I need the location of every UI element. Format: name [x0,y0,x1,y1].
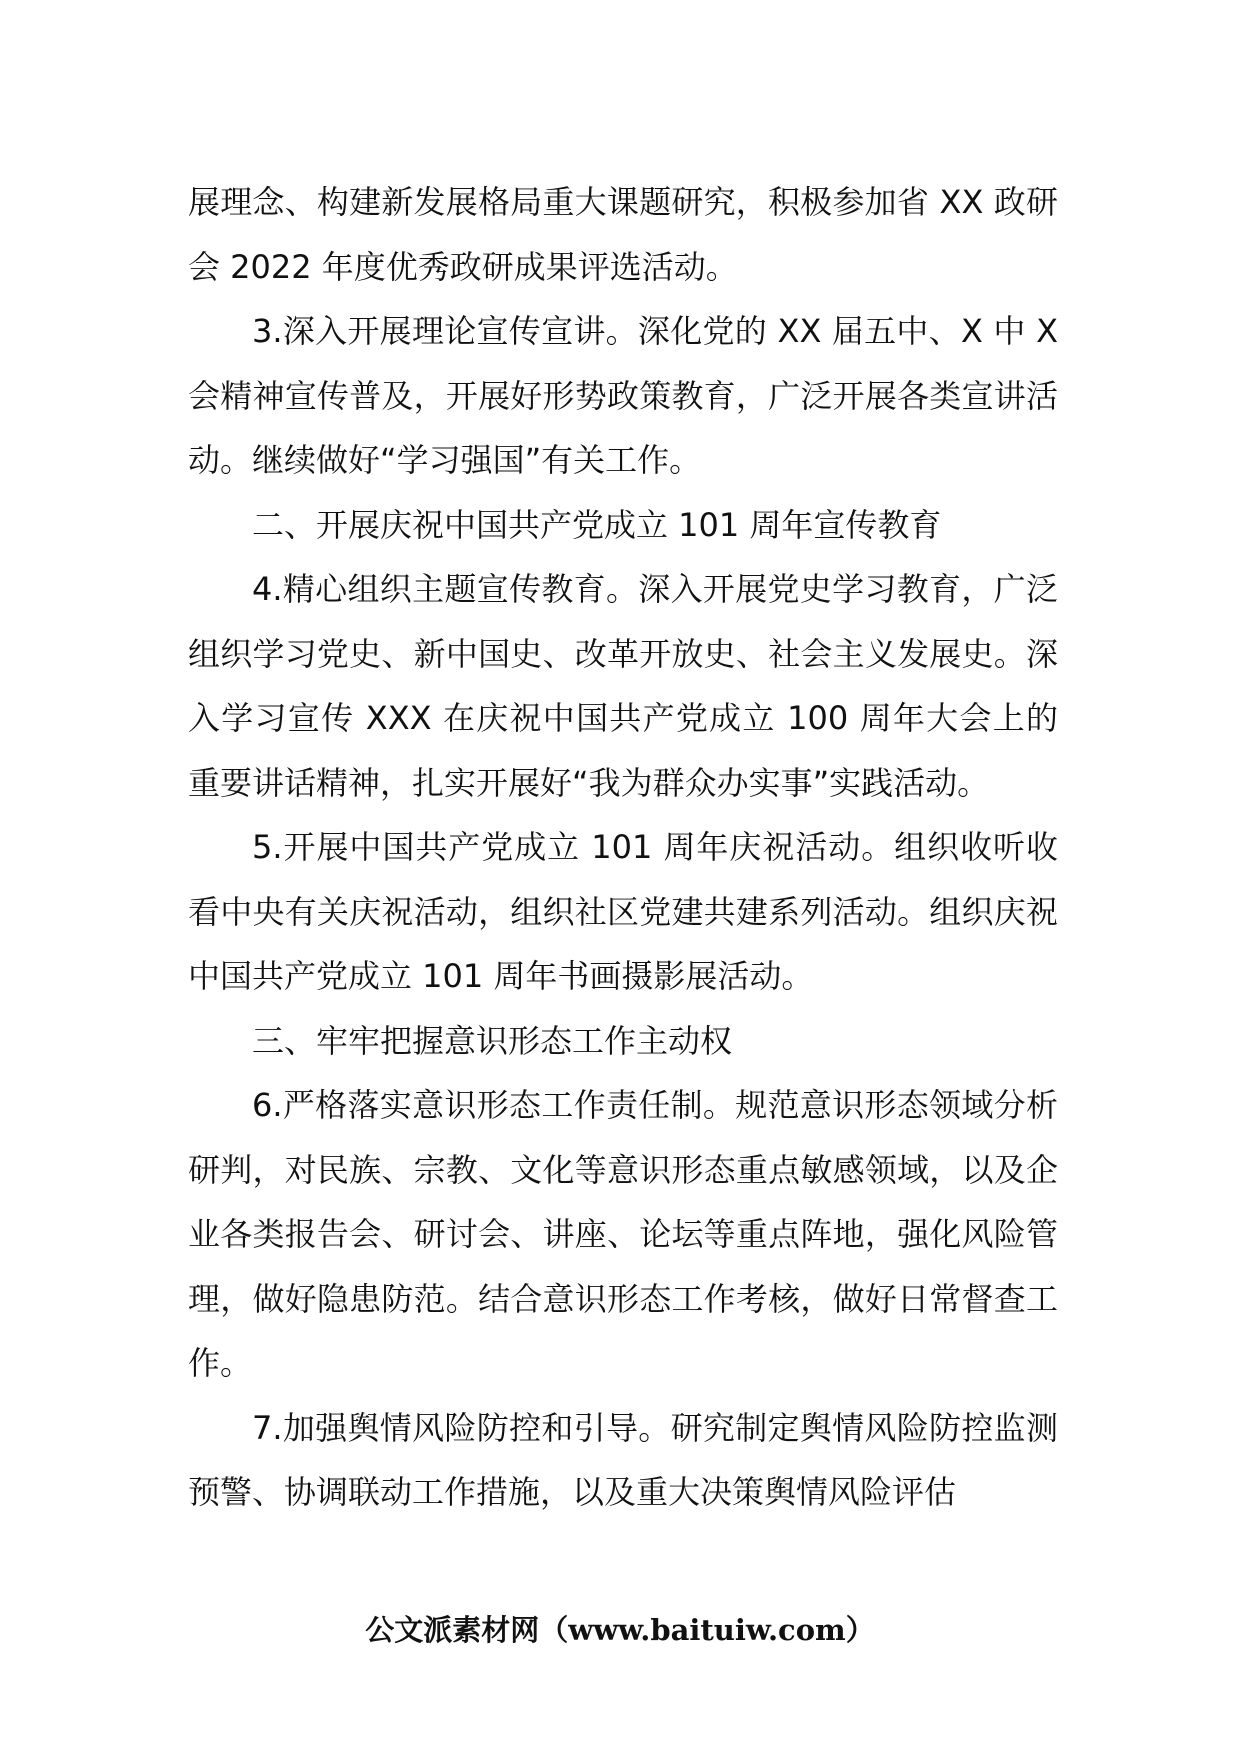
paragraph-item-4: 4.精心组织主题宣传教育。深入开展党史学习教育，广泛组织学习党史、新中国史、改革开放史、社会主义发展史。深入学习宣传 XXX 在庆祝中国共产党成立 100 周年大会上的重要讲话精神，扎实开展好“我为群众办实事”实践活动。 [188,570,1058,802]
paragraph-item-3: 3.深入开展理论宣传宣讲。深化党的 XX 届五中、X 中 X 会精神宣传普及，开展好形势政策教育，广泛开展各类宣讲活动。继续做好“学习强国”有关工作。 [188,312,1058,479]
document-body [188,170,1058,1525]
section-heading-3: 三、牢牢把握意识形态工作主动权 [252,1021,733,1060]
paragraph-item-6: 6.严格落实意识形态工作责任制。规范意识形态领域分析研判，对民族、宗教、文化等意识形态重点敏感领域，以及企业各类报告会、研讨会、讲座、论坛等重点阵地，强化风险管理，做好隐患防范。结合意识形态工作考核，做好日常督查工作。 [188,1086,1058,1382]
footer-watermark: 公文派素材网（www.baituiw.com） [365,1613,875,1647]
paragraph-item-7: 7.加强舆情风险防控和引导。研究制定舆情风险防控监测预警、协调联动工作措施，以及重大决策舆情风险评估 [188,1408,1058,1511]
section-heading-2: 二、开展庆祝中国共产党成立 101 周年宣传教育 [252,505,942,544]
paragraph-item-5: 5.开展中国共产党成立 101 周年庆祝活动。组织收听收看中央有关庆祝活动，组织社区党建共建系列活动。组织庆祝中国共产党成立 101 周年书画摄影展活动。 [188,828,1058,995]
paragraph-continuation: 展理念、构建新发展格局重大课题研究，积极参加省 XX 政研会 2022 年度优秀政研成果评选活动。 [188,183,1058,286]
